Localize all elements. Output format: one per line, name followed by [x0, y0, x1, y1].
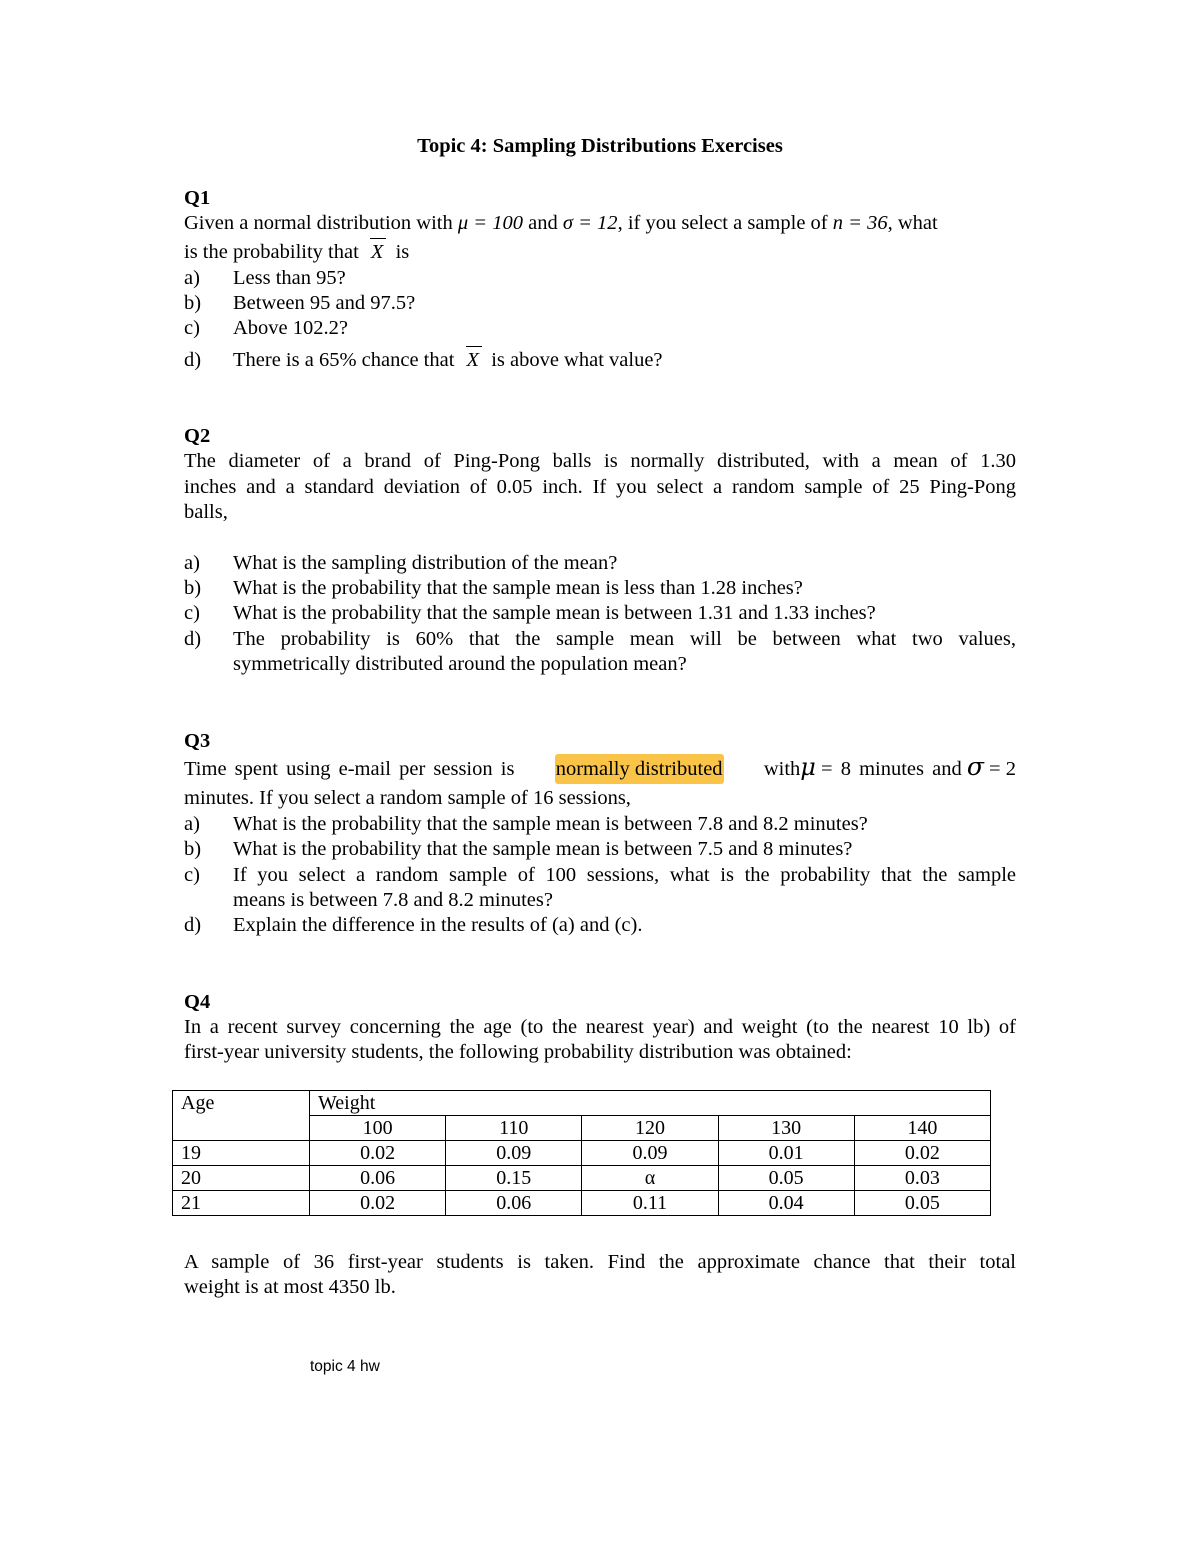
weight-cell: 140 [854, 1116, 990, 1141]
q2-item-a: What is the sampling distribution of the mean? [233, 552, 618, 574]
q1-item-d-pre: There is a 65% chance that [233, 349, 455, 371]
q3-label: Q3 [184, 730, 211, 752]
q4-after-line1: A sample of 36 first-year students is taken. Find the approximate chance that their total [184, 1251, 1016, 1273]
prob-cell: 0.01 [718, 1141, 854, 1166]
q1-item-d-post: is above what value? [491, 349, 663, 371]
weight-header: Weight [310, 1091, 991, 1116]
age-cell: 20 [173, 1166, 310, 1191]
weight-cell: 120 [582, 1116, 718, 1141]
q1-item-b-letter: b) [184, 292, 202, 314]
q4-after-line2: weight is at most 4350 lb. [184, 1276, 396, 1298]
q1-n: n = 36 [832, 212, 888, 234]
prob-cell: 0.02 [310, 1191, 446, 1216]
q1-mu: μ = 100 [457, 212, 523, 234]
q3-item-d: Explain the difference in the results of (a) and (c). [233, 914, 643, 936]
q3-highlighted-phrase: normally distributed [555, 754, 724, 784]
table-row [173, 1141, 991, 1166]
q3-item-c-letter: c) [184, 864, 200, 886]
q3-item-a: What is the probability that the sample mean is between 7.8 and 8.2 minutes? [233, 813, 868, 835]
q3-item-b-letter: b) [184, 838, 202, 860]
q4-line1: In a recent survey concerning the age (to the nearest year) and weight (to the nearest 10 lb) of [184, 1016, 1016, 1038]
page-title: Topic 4: Sampling Distributions Exercises [417, 135, 783, 157]
table-row [173, 1191, 991, 1216]
q2-item-d-line2: symmetrically distributed around the population mean? [233, 653, 687, 675]
q4-label: Q4 [184, 991, 211, 1013]
prob-cell: 0.04 [718, 1191, 854, 1216]
prob-cell: 0.02 [854, 1141, 990, 1166]
q2-line3: balls, [184, 501, 228, 523]
prob-cell: 0.09 [446, 1141, 582, 1166]
q2-item-c-letter: c) [184, 602, 200, 624]
q1-item-d-letter: d) [184, 349, 202, 371]
q1-intro-text3: , what [887, 212, 938, 234]
q1-item-d [233, 348, 663, 373]
age-header: Age [173, 1091, 310, 1141]
q1-intro-text: Given a normal distribution with [184, 212, 453, 234]
age-cell: 21 [173, 1191, 310, 1216]
q3-with: with [763, 758, 801, 780]
q1-sigma: σ = 12 [562, 212, 618, 234]
q1-line2-post: is [395, 241, 410, 263]
prob-cell: 0.05 [854, 1191, 990, 1216]
x-bar-symbol: X [368, 240, 387, 265]
q4-line2: first-year university students, the following probability distribution was obtained: [184, 1041, 852, 1063]
q3-item-c-line1: If you select a random sample of 100 sessions, what is the probability that the sample [233, 864, 1016, 886]
q1-intro-line2 [184, 240, 409, 265]
prob-cell-alpha: α [582, 1166, 718, 1191]
q3-pre: Time spent using e-mail per session is [184, 758, 515, 780]
weight-cell: 110 [446, 1116, 582, 1141]
prob-cell: 0.06 [310, 1166, 446, 1191]
q2-line2: inches and a standard deviation of 0.05 inch. If you select a random sample of 25 Ping-Pong [184, 476, 1016, 498]
q1-label: Q1 [184, 187, 211, 209]
q3-item-c-line2: means is between 7.8 and 8.2 minutes? [233, 889, 553, 911]
q1-item-c: Above 102.2? [233, 317, 349, 339]
q3-item-a-letter: a) [184, 813, 200, 835]
q2-item-b-letter: b) [184, 577, 202, 599]
q1-item-a: Less than 95? [233, 267, 346, 289]
q1-and: and [528, 212, 558, 234]
sigma-symbol: σ [966, 752, 984, 781]
q3-formula [764, 752, 1016, 784]
prob-cell: 0.02 [310, 1141, 446, 1166]
weight-cell: 130 [718, 1116, 854, 1141]
weight-cell: 100 [310, 1116, 446, 1141]
q1-item-c-letter: c) [184, 317, 200, 339]
probability-table [172, 1090, 991, 1216]
table-header-row [173, 1091, 991, 1116]
q2-item-a-letter: a) [184, 552, 200, 574]
q1-item-a-letter: a) [184, 267, 200, 289]
q3-mid: = 8 minutes and [821, 758, 962, 780]
q2-item-c: What is the probability that the sample mean is between 1.31 and 1.33 inches? [233, 602, 876, 624]
prob-cell: 0.03 [854, 1166, 990, 1191]
q3-line1 [184, 752, 1016, 784]
prob-cell: 0.05 [718, 1166, 854, 1191]
q2-item-b: What is the probability that the sample mean is less than 1.28 inches? [233, 577, 803, 599]
page-footer: topic 4 hw [310, 1358, 380, 1375]
q1-line2-pre: is the probability that [184, 241, 359, 263]
q2-line1: The diameter of a brand of Ping-Pong balls is normally distributed, with a mean of 1.30 [184, 450, 1016, 472]
q2-label: Q2 [184, 425, 211, 447]
q1-intro-text2: , if you select a sample of [617, 212, 828, 234]
prob-cell: 0.11 [582, 1191, 718, 1216]
x-bar-symbol: X [464, 348, 483, 373]
q1-item-b: Between 95 and 97.5? [233, 292, 416, 314]
q3-end: = 2 [989, 758, 1016, 780]
q3-item-d-letter: d) [184, 914, 202, 936]
table-row [173, 1166, 991, 1191]
q2-item-d-letter: d) [184, 628, 202, 650]
mu-symbol: μ [800, 753, 816, 781]
q3-line2: minutes. If you select a random sample of 16 sessions, [184, 787, 631, 809]
q1-intro-line1 [184, 211, 938, 236]
q2-item-d-line1: The probability is 60% that the sample mean will be between what two values, [233, 628, 1016, 650]
prob-cell: 0.15 [446, 1166, 582, 1191]
prob-cell: 0.09 [582, 1141, 718, 1166]
age-cell: 19 [173, 1141, 310, 1166]
q3-item-b: What is the probability that the sample mean is between 7.5 and 8 minutes? [233, 838, 853, 860]
prob-cell: 0.06 [446, 1191, 582, 1216]
